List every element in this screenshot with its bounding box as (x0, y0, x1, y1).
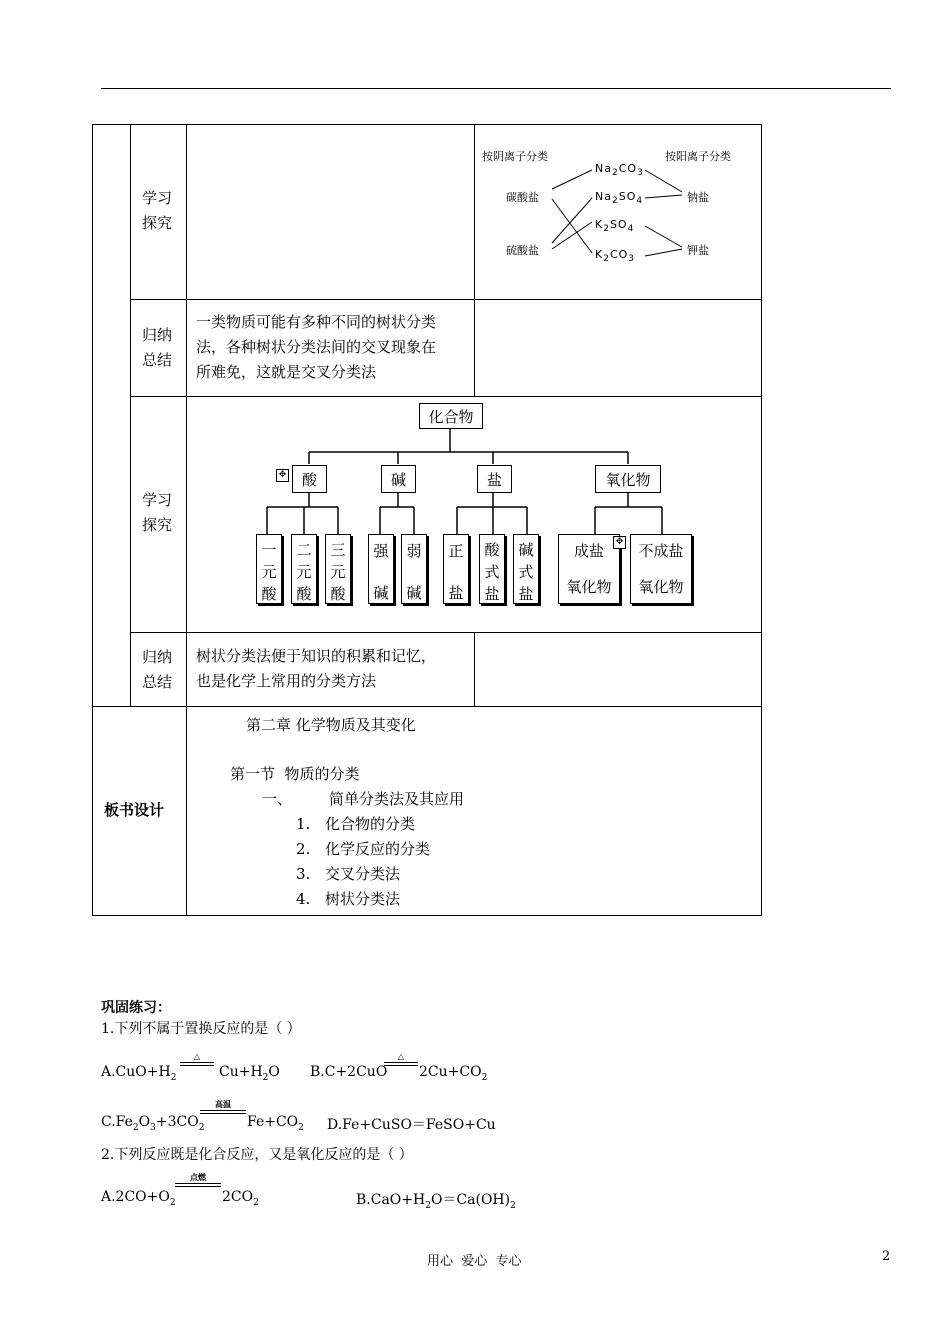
outline-item: 3. 交叉分类法 (296, 865, 401, 883)
tree-triprotic-acid: 三 元 酸 (325, 534, 351, 604)
row3-label: 学习探究 (142, 491, 173, 534)
outline-list (296, 812, 430, 912)
move-handle-icon-2: ✥ (613, 536, 626, 549)
row4-label: 归纳总结 (142, 648, 173, 691)
tree-summary: 树状分类法便于知识的积累和记忆， 也是化学上常用的分类方法 (196, 647, 437, 690)
anion-title: 按阴离子分类 (482, 150, 548, 163)
tree-oxide: 氧化物 (595, 465, 661, 493)
outline-item: 1. 化合物的分类 (296, 815, 416, 833)
option-1c-right: $Fe+CO_2$ (247, 1114, 304, 1133)
formula-k2co3: $K_2CO_3$ (595, 248, 636, 265)
high-temp-condition: 高温 (200, 1100, 246, 1114)
tree-salt: 盐 (477, 465, 512, 493)
section-title: 第一节 物质的分类 (230, 765, 360, 783)
tree-basic-salt: 碱 式 盐 (513, 534, 539, 604)
tree-salt-forming-oxide: 成盐 氧化物 (558, 534, 620, 604)
cross-summary: 一类物质可能有多种不同的树状分类 法，各种树状分类法间的交叉现象在 所难免，这就是交叉分类法 (196, 313, 437, 381)
page-number: 2 (882, 1249, 891, 1264)
part-number: 一、 (262, 790, 293, 808)
footer-motto: 用心 爱心 专心 (427, 1254, 522, 1269)
tree-diprotic-acid: 二 元 酸 (291, 534, 317, 604)
tree-monoprotic-acid: 一 元 酸 (256, 534, 282, 604)
tree-weak-base: 弱 碱 (401, 534, 427, 604)
row5-label: 板书设计 (104, 801, 165, 819)
tree-acid-salt: 酸 式 盐 (479, 534, 505, 604)
option-2a-left: $A.2CO+O_2$ (101, 1189, 176, 1208)
option-2b: $B.CaO+H_2O=Ca(OH)_2$ (356, 1192, 516, 1211)
formula-k2so4: $K_2SO_4$ (595, 218, 635, 235)
exercise-heading: 巩固练习： (101, 1000, 171, 1016)
tree-normal-salt: 正 盐 (443, 534, 469, 604)
option-1c-left: $C.Fe_2O_3+3CO_2$ (101, 1114, 205, 1133)
cation-title: 按阳离子分类 (665, 150, 731, 163)
tree-root-compound: 化合物 (419, 403, 483, 429)
option-1d: D.Fe+CuSO＝FeSO+Cu (327, 1117, 496, 1133)
chapter-title: 第二章 化学物质及其变化 (246, 716, 416, 734)
question-2: 2.下列反应既是化合反应，又是氧化反应的是（ ） (101, 1147, 413, 1163)
tree-non-salt-forming-oxide: 不成盐 氧化物 (630, 534, 692, 604)
sodium-salt-node: 钠盐 (687, 191, 709, 204)
part-title: 简单分类法及其应用 (329, 790, 465, 808)
option-1b-right: $2Cu+CO_2$ (419, 1064, 488, 1083)
option-1a-right: $Cu+H_2O$ (219, 1064, 280, 1083)
formula-na2co3: $Na_2CO_3$ (595, 162, 644, 179)
heat-condition-2: △ (384, 1052, 418, 1066)
tree-acid: 酸 (292, 465, 327, 493)
heat-condition: △ (180, 1052, 214, 1066)
carbonate-node: 碳酸盐 (506, 191, 539, 204)
option-1b-left: B.C+2CuO (310, 1064, 388, 1080)
potassium-salt-node: 钾盐 (687, 244, 709, 257)
header-rule (101, 88, 891, 89)
question-1: 1.下列不属于置换反应的是（ ） (101, 1021, 301, 1037)
move-handle-icon: ✥ (276, 469, 289, 482)
tree-strong-base: 强 碱 (368, 534, 394, 604)
option-2a-right: $2CO_2$ (222, 1189, 259, 1208)
outline-item: 4. 树状分类法 (296, 890, 401, 908)
outline-item: 2. 化学反应的分类 (296, 840, 431, 858)
formula-na2so4: $Na_2SO_4$ (595, 190, 644, 207)
row1-label: 学习探究 (142, 189, 173, 232)
option-1a-left: $A.CuO+H_2$ (101, 1064, 177, 1083)
tree-base: 碱 (381, 465, 416, 493)
row2-label: 归纳总结 (142, 326, 173, 369)
ignite-condition: 点燃 (175, 1173, 221, 1187)
sulfate-node: 硫酸盐 (506, 244, 539, 257)
